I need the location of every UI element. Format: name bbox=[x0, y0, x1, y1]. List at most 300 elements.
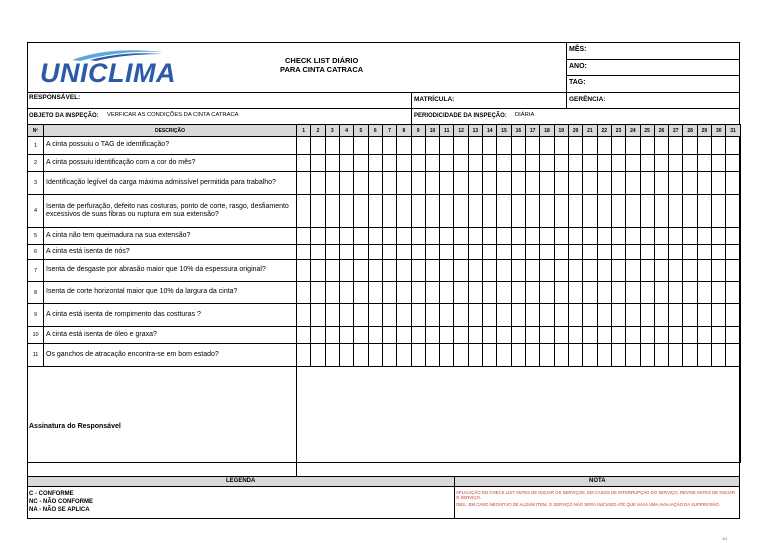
check-cell[interactable] bbox=[626, 195, 640, 228]
check-cell[interactable] bbox=[583, 172, 597, 195]
check-cell[interactable] bbox=[339, 282, 353, 304]
check-cell[interactable] bbox=[683, 260, 697, 282]
check-cell[interactable] bbox=[526, 195, 540, 228]
check-cell[interactable] bbox=[697, 137, 711, 155]
check-cell[interactable] bbox=[540, 245, 554, 260]
check-cell[interactable] bbox=[683, 195, 697, 228]
check-cell[interactable] bbox=[297, 195, 311, 228]
check-cell[interactable] bbox=[683, 155, 697, 172]
check-cell[interactable] bbox=[483, 155, 497, 172]
check-cell[interactable] bbox=[311, 304, 325, 327]
check-cell[interactable] bbox=[597, 304, 611, 327]
check-cell[interactable] bbox=[354, 327, 368, 344]
check-cell[interactable] bbox=[654, 260, 668, 282]
check-cell[interactable] bbox=[354, 228, 368, 245]
check-cell[interactable] bbox=[626, 344, 640, 367]
check-cell[interactable] bbox=[526, 327, 540, 344]
check-cell[interactable] bbox=[483, 172, 497, 195]
check-cell[interactable] bbox=[568, 228, 582, 245]
check-cell[interactable] bbox=[511, 245, 525, 260]
check-cell[interactable] bbox=[626, 155, 640, 172]
check-cell[interactable] bbox=[597, 327, 611, 344]
check-cell[interactable] bbox=[526, 245, 540, 260]
check-cell[interactable] bbox=[368, 195, 382, 228]
check-cell[interactable] bbox=[397, 137, 411, 155]
check-cell[interactable] bbox=[511, 344, 525, 367]
check-cell[interactable] bbox=[411, 228, 425, 245]
check-cell[interactable] bbox=[712, 327, 726, 344]
check-cell[interactable] bbox=[468, 137, 482, 155]
check-cell[interactable] bbox=[540, 327, 554, 344]
check-cell[interactable] bbox=[397, 228, 411, 245]
check-cell[interactable] bbox=[425, 137, 439, 155]
check-cell[interactable] bbox=[540, 228, 554, 245]
check-cell[interactable] bbox=[640, 327, 654, 344]
check-cell[interactable] bbox=[411, 282, 425, 304]
check-cell[interactable] bbox=[397, 304, 411, 327]
check-cell[interactable] bbox=[554, 245, 568, 260]
check-cell[interactable] bbox=[297, 172, 311, 195]
check-cell[interactable] bbox=[354, 155, 368, 172]
check-cell[interactable] bbox=[554, 172, 568, 195]
check-cell[interactable] bbox=[497, 327, 511, 344]
check-cell[interactable] bbox=[382, 195, 396, 228]
check-cell[interactable] bbox=[583, 304, 597, 327]
check-cell[interactable] bbox=[497, 260, 511, 282]
check-cell[interactable] bbox=[526, 344, 540, 367]
check-cell[interactable] bbox=[454, 195, 468, 228]
check-cell[interactable] bbox=[440, 304, 454, 327]
check-cell[interactable] bbox=[540, 137, 554, 155]
check-cell[interactable] bbox=[712, 304, 726, 327]
check-cell[interactable] bbox=[454, 260, 468, 282]
check-cell[interactable] bbox=[325, 282, 339, 304]
check-cell[interactable] bbox=[411, 327, 425, 344]
check-cell[interactable] bbox=[425, 195, 439, 228]
check-cell[interactable] bbox=[483, 195, 497, 228]
check-cell[interactable] bbox=[611, 282, 625, 304]
check-cell[interactable] bbox=[540, 282, 554, 304]
check-cell[interactable] bbox=[583, 228, 597, 245]
check-cell[interactable] bbox=[411, 260, 425, 282]
check-cell[interactable] bbox=[583, 344, 597, 367]
check-cell[interactable] bbox=[339, 195, 353, 228]
check-cell[interactable] bbox=[454, 155, 468, 172]
check-cell[interactable] bbox=[526, 304, 540, 327]
check-cell[interactable] bbox=[626, 245, 640, 260]
check-cell[interactable] bbox=[454, 344, 468, 367]
check-cell[interactable] bbox=[568, 304, 582, 327]
check-cell[interactable] bbox=[468, 282, 482, 304]
check-cell[interactable] bbox=[325, 155, 339, 172]
check-cell[interactable] bbox=[411, 172, 425, 195]
check-cell[interactable] bbox=[440, 172, 454, 195]
check-cell[interactable] bbox=[597, 260, 611, 282]
check-cell[interactable] bbox=[611, 344, 625, 367]
check-cell[interactable] bbox=[325, 195, 339, 228]
check-cell[interactable] bbox=[397, 155, 411, 172]
check-cell[interactable] bbox=[511, 195, 525, 228]
check-cell[interactable] bbox=[568, 245, 582, 260]
check-cell[interactable] bbox=[597, 245, 611, 260]
check-cell[interactable] bbox=[669, 155, 683, 172]
check-cell[interactable] bbox=[354, 260, 368, 282]
check-cell[interactable] bbox=[297, 137, 311, 155]
check-cell[interactable] bbox=[440, 327, 454, 344]
check-cell[interactable] bbox=[611, 172, 625, 195]
check-cell[interactable] bbox=[325, 260, 339, 282]
check-cell[interactable] bbox=[311, 245, 325, 260]
check-cell[interactable] bbox=[712, 228, 726, 245]
check-cell[interactable] bbox=[468, 172, 482, 195]
check-cell[interactable] bbox=[611, 304, 625, 327]
check-cell[interactable] bbox=[640, 228, 654, 245]
check-cell[interactable] bbox=[440, 282, 454, 304]
check-cell[interactable] bbox=[526, 155, 540, 172]
check-cell[interactable] bbox=[669, 228, 683, 245]
check-cell[interactable] bbox=[540, 155, 554, 172]
check-cell[interactable] bbox=[640, 304, 654, 327]
check-cell[interactable] bbox=[339, 245, 353, 260]
check-cell[interactable] bbox=[726, 155, 740, 172]
check-cell[interactable] bbox=[354, 137, 368, 155]
check-cell[interactable] bbox=[669, 344, 683, 367]
check-cell[interactable] bbox=[626, 137, 640, 155]
check-cell[interactable] bbox=[526, 282, 540, 304]
check-cell[interactable] bbox=[726, 172, 740, 195]
check-cell[interactable] bbox=[382, 228, 396, 245]
check-cell[interactable] bbox=[454, 228, 468, 245]
check-cell[interactable] bbox=[583, 260, 597, 282]
check-cell[interactable] bbox=[626, 327, 640, 344]
check-cell[interactable] bbox=[425, 327, 439, 344]
check-cell[interactable] bbox=[440, 195, 454, 228]
check-cell[interactable] bbox=[382, 137, 396, 155]
check-cell[interactable] bbox=[483, 137, 497, 155]
check-cell[interactable] bbox=[368, 155, 382, 172]
check-cell[interactable] bbox=[497, 304, 511, 327]
check-cell[interactable] bbox=[597, 195, 611, 228]
check-cell[interactable] bbox=[568, 260, 582, 282]
check-cell[interactable] bbox=[697, 282, 711, 304]
check-cell[interactable] bbox=[468, 304, 482, 327]
check-cell[interactable] bbox=[468, 327, 482, 344]
check-cell[interactable] bbox=[368, 327, 382, 344]
check-cell[interactable] bbox=[697, 304, 711, 327]
check-cell[interactable] bbox=[554, 327, 568, 344]
check-cell[interactable] bbox=[325, 245, 339, 260]
check-cell[interactable] bbox=[683, 172, 697, 195]
check-cell[interactable] bbox=[654, 245, 668, 260]
check-cell[interactable] bbox=[368, 228, 382, 245]
check-cell[interactable] bbox=[540, 304, 554, 327]
check-cell[interactable] bbox=[311, 155, 325, 172]
check-cell[interactable] bbox=[683, 228, 697, 245]
check-cell[interactable] bbox=[354, 344, 368, 367]
check-cell[interactable] bbox=[297, 228, 311, 245]
check-cell[interactable] bbox=[368, 137, 382, 155]
check-cell[interactable] bbox=[411, 137, 425, 155]
check-cell[interactable] bbox=[425, 260, 439, 282]
check-cell[interactable] bbox=[425, 344, 439, 367]
check-cell[interactable] bbox=[339, 304, 353, 327]
check-cell[interactable] bbox=[683, 344, 697, 367]
check-cell[interactable] bbox=[640, 137, 654, 155]
check-cell[interactable] bbox=[726, 260, 740, 282]
check-cell[interactable] bbox=[669, 282, 683, 304]
check-cell[interactable] bbox=[368, 344, 382, 367]
check-cell[interactable] bbox=[626, 304, 640, 327]
check-cell[interactable] bbox=[511, 327, 525, 344]
check-cell[interactable] bbox=[483, 228, 497, 245]
check-cell[interactable] bbox=[354, 282, 368, 304]
check-cell[interactable] bbox=[726, 228, 740, 245]
check-cell[interactable] bbox=[697, 172, 711, 195]
check-cell[interactable] bbox=[669, 195, 683, 228]
check-cell[interactable] bbox=[497, 344, 511, 367]
check-cell[interactable] bbox=[454, 137, 468, 155]
check-cell[interactable] bbox=[354, 195, 368, 228]
check-cell[interactable] bbox=[497, 172, 511, 195]
check-cell[interactable] bbox=[712, 260, 726, 282]
check-cell[interactable] bbox=[311, 172, 325, 195]
check-cell[interactable] bbox=[483, 245, 497, 260]
check-cell[interactable] bbox=[440, 245, 454, 260]
check-cell[interactable] bbox=[640, 282, 654, 304]
check-cell[interactable] bbox=[654, 172, 668, 195]
check-cell[interactable] bbox=[683, 245, 697, 260]
check-cell[interactable] bbox=[654, 327, 668, 344]
check-cell[interactable] bbox=[654, 304, 668, 327]
check-cell[interactable] bbox=[511, 260, 525, 282]
check-cell[interactable] bbox=[669, 172, 683, 195]
check-cell[interactable] bbox=[339, 344, 353, 367]
check-cell[interactable] bbox=[382, 155, 396, 172]
check-cell[interactable] bbox=[568, 344, 582, 367]
check-cell[interactable] bbox=[554, 344, 568, 367]
check-cell[interactable] bbox=[468, 245, 482, 260]
check-cell[interactable] bbox=[325, 327, 339, 344]
check-cell[interactable] bbox=[640, 260, 654, 282]
check-cell[interactable] bbox=[669, 327, 683, 344]
signature-cell[interactable] bbox=[28, 367, 297, 463]
check-cell[interactable] bbox=[382, 282, 396, 304]
check-cell[interactable] bbox=[640, 344, 654, 367]
check-cell[interactable] bbox=[497, 155, 511, 172]
check-cell[interactable] bbox=[497, 245, 511, 260]
check-cell[interactable] bbox=[339, 155, 353, 172]
check-cell[interactable] bbox=[325, 172, 339, 195]
check-cell[interactable] bbox=[511, 228, 525, 245]
check-cell[interactable] bbox=[554, 155, 568, 172]
check-cell[interactable] bbox=[368, 245, 382, 260]
check-cell[interactable] bbox=[568, 195, 582, 228]
check-cell[interactable] bbox=[468, 195, 482, 228]
check-cell[interactable] bbox=[597, 172, 611, 195]
check-cell[interactable] bbox=[440, 155, 454, 172]
check-cell[interactable] bbox=[483, 304, 497, 327]
check-cell[interactable] bbox=[311, 344, 325, 367]
check-cell[interactable] bbox=[483, 327, 497, 344]
check-cell[interactable] bbox=[611, 327, 625, 344]
check-cell[interactable] bbox=[497, 195, 511, 228]
check-cell[interactable] bbox=[726, 344, 740, 367]
check-cell[interactable] bbox=[382, 304, 396, 327]
check-cell[interactable] bbox=[611, 260, 625, 282]
check-cell[interactable] bbox=[468, 155, 482, 172]
check-cell[interactable] bbox=[554, 137, 568, 155]
check-cell[interactable] bbox=[526, 172, 540, 195]
check-cell[interactable] bbox=[597, 155, 611, 172]
check-cell[interactable] bbox=[712, 282, 726, 304]
check-cell[interactable] bbox=[597, 344, 611, 367]
check-cell[interactable] bbox=[325, 304, 339, 327]
check-cell[interactable] bbox=[511, 282, 525, 304]
check-cell[interactable] bbox=[726, 304, 740, 327]
check-cell[interactable] bbox=[554, 282, 568, 304]
check-cell[interactable] bbox=[597, 137, 611, 155]
check-cell[interactable] bbox=[511, 155, 525, 172]
check-cell[interactable] bbox=[712, 137, 726, 155]
check-cell[interactable] bbox=[454, 172, 468, 195]
check-cell[interactable] bbox=[697, 344, 711, 367]
check-cell[interactable] bbox=[654, 344, 668, 367]
check-cell[interactable] bbox=[411, 195, 425, 228]
check-cell[interactable] bbox=[354, 172, 368, 195]
check-cell[interactable] bbox=[382, 344, 396, 367]
check-cell[interactable] bbox=[339, 260, 353, 282]
check-cell[interactable] bbox=[554, 228, 568, 245]
check-cell[interactable] bbox=[568, 327, 582, 344]
check-cell[interactable] bbox=[382, 245, 396, 260]
check-cell[interactable] bbox=[712, 172, 726, 195]
check-cell[interactable] bbox=[311, 260, 325, 282]
check-cell[interactable] bbox=[654, 228, 668, 245]
check-cell[interactable] bbox=[626, 228, 640, 245]
check-cell[interactable] bbox=[382, 172, 396, 195]
check-cell[interactable] bbox=[654, 155, 668, 172]
check-cell[interactable] bbox=[511, 304, 525, 327]
check-cell[interactable] bbox=[697, 155, 711, 172]
check-cell[interactable] bbox=[511, 172, 525, 195]
check-cell[interactable] bbox=[611, 228, 625, 245]
check-cell[interactable] bbox=[325, 344, 339, 367]
check-cell[interactable] bbox=[368, 260, 382, 282]
check-cell[interactable] bbox=[297, 282, 311, 304]
check-cell[interactable] bbox=[583, 195, 597, 228]
check-cell[interactable] bbox=[669, 304, 683, 327]
check-cell[interactable] bbox=[597, 282, 611, 304]
check-cell[interactable] bbox=[382, 260, 396, 282]
check-cell[interactable] bbox=[726, 327, 740, 344]
check-cell[interactable] bbox=[654, 137, 668, 155]
check-cell[interactable] bbox=[411, 304, 425, 327]
check-cell[interactable] bbox=[712, 155, 726, 172]
check-cell[interactable] bbox=[683, 304, 697, 327]
check-cell[interactable] bbox=[454, 282, 468, 304]
check-cell[interactable] bbox=[311, 327, 325, 344]
check-cell[interactable] bbox=[297, 260, 311, 282]
check-cell[interactable] bbox=[626, 282, 640, 304]
check-cell[interactable] bbox=[311, 282, 325, 304]
check-cell[interactable] bbox=[440, 228, 454, 245]
check-cell[interactable] bbox=[440, 260, 454, 282]
check-cell[interactable] bbox=[397, 245, 411, 260]
check-cell[interactable] bbox=[611, 155, 625, 172]
check-cell[interactable] bbox=[712, 344, 726, 367]
check-cell[interactable] bbox=[425, 282, 439, 304]
check-cell[interactable] bbox=[611, 245, 625, 260]
check-cell[interactable] bbox=[397, 260, 411, 282]
check-cell[interactable] bbox=[497, 282, 511, 304]
check-cell[interactable] bbox=[640, 195, 654, 228]
check-cell[interactable] bbox=[483, 344, 497, 367]
check-cell[interactable] bbox=[568, 282, 582, 304]
check-cell[interactable] bbox=[297, 245, 311, 260]
check-cell[interactable] bbox=[583, 327, 597, 344]
check-cell[interactable] bbox=[726, 195, 740, 228]
check-cell[interactable] bbox=[540, 195, 554, 228]
check-cell[interactable] bbox=[526, 228, 540, 245]
check-cell[interactable] bbox=[554, 260, 568, 282]
check-cell[interactable] bbox=[640, 245, 654, 260]
check-cell[interactable] bbox=[368, 282, 382, 304]
check-cell[interactable] bbox=[339, 228, 353, 245]
check-cell[interactable] bbox=[540, 344, 554, 367]
check-cell[interactable] bbox=[425, 245, 439, 260]
check-cell[interactable] bbox=[669, 260, 683, 282]
check-cell[interactable] bbox=[339, 137, 353, 155]
check-cell[interactable] bbox=[626, 172, 640, 195]
check-cell[interactable] bbox=[697, 228, 711, 245]
check-cell[interactable] bbox=[568, 172, 582, 195]
check-cell[interactable] bbox=[669, 137, 683, 155]
check-cell[interactable] bbox=[311, 195, 325, 228]
check-cell[interactable] bbox=[397, 195, 411, 228]
check-cell[interactable] bbox=[669, 245, 683, 260]
check-cell[interactable] bbox=[311, 228, 325, 245]
check-cell[interactable] bbox=[626, 260, 640, 282]
check-cell[interactable] bbox=[454, 327, 468, 344]
check-cell[interactable] bbox=[726, 137, 740, 155]
check-cell[interactable] bbox=[397, 344, 411, 367]
check-cell[interactable] bbox=[712, 195, 726, 228]
check-cell[interactable] bbox=[297, 327, 311, 344]
check-cell[interactable] bbox=[654, 282, 668, 304]
check-cell[interactable] bbox=[397, 172, 411, 195]
check-cell[interactable] bbox=[697, 327, 711, 344]
check-cell[interactable] bbox=[339, 172, 353, 195]
check-cell[interactable] bbox=[683, 282, 697, 304]
check-cell[interactable] bbox=[454, 245, 468, 260]
check-cell[interactable] bbox=[325, 137, 339, 155]
check-cell[interactable] bbox=[654, 195, 668, 228]
check-cell[interactable] bbox=[368, 172, 382, 195]
check-cell[interactable] bbox=[712, 245, 726, 260]
check-cell[interactable] bbox=[568, 137, 582, 155]
check-cell[interactable] bbox=[683, 327, 697, 344]
check-cell[interactable] bbox=[611, 195, 625, 228]
check-cell[interactable] bbox=[311, 137, 325, 155]
check-cell[interactable] bbox=[297, 155, 311, 172]
check-cell[interactable] bbox=[468, 228, 482, 245]
check-cell[interactable] bbox=[411, 245, 425, 260]
check-cell[interactable] bbox=[597, 228, 611, 245]
check-cell[interactable] bbox=[726, 282, 740, 304]
check-cell[interactable] bbox=[640, 155, 654, 172]
check-cell[interactable] bbox=[611, 137, 625, 155]
check-cell[interactable] bbox=[697, 260, 711, 282]
